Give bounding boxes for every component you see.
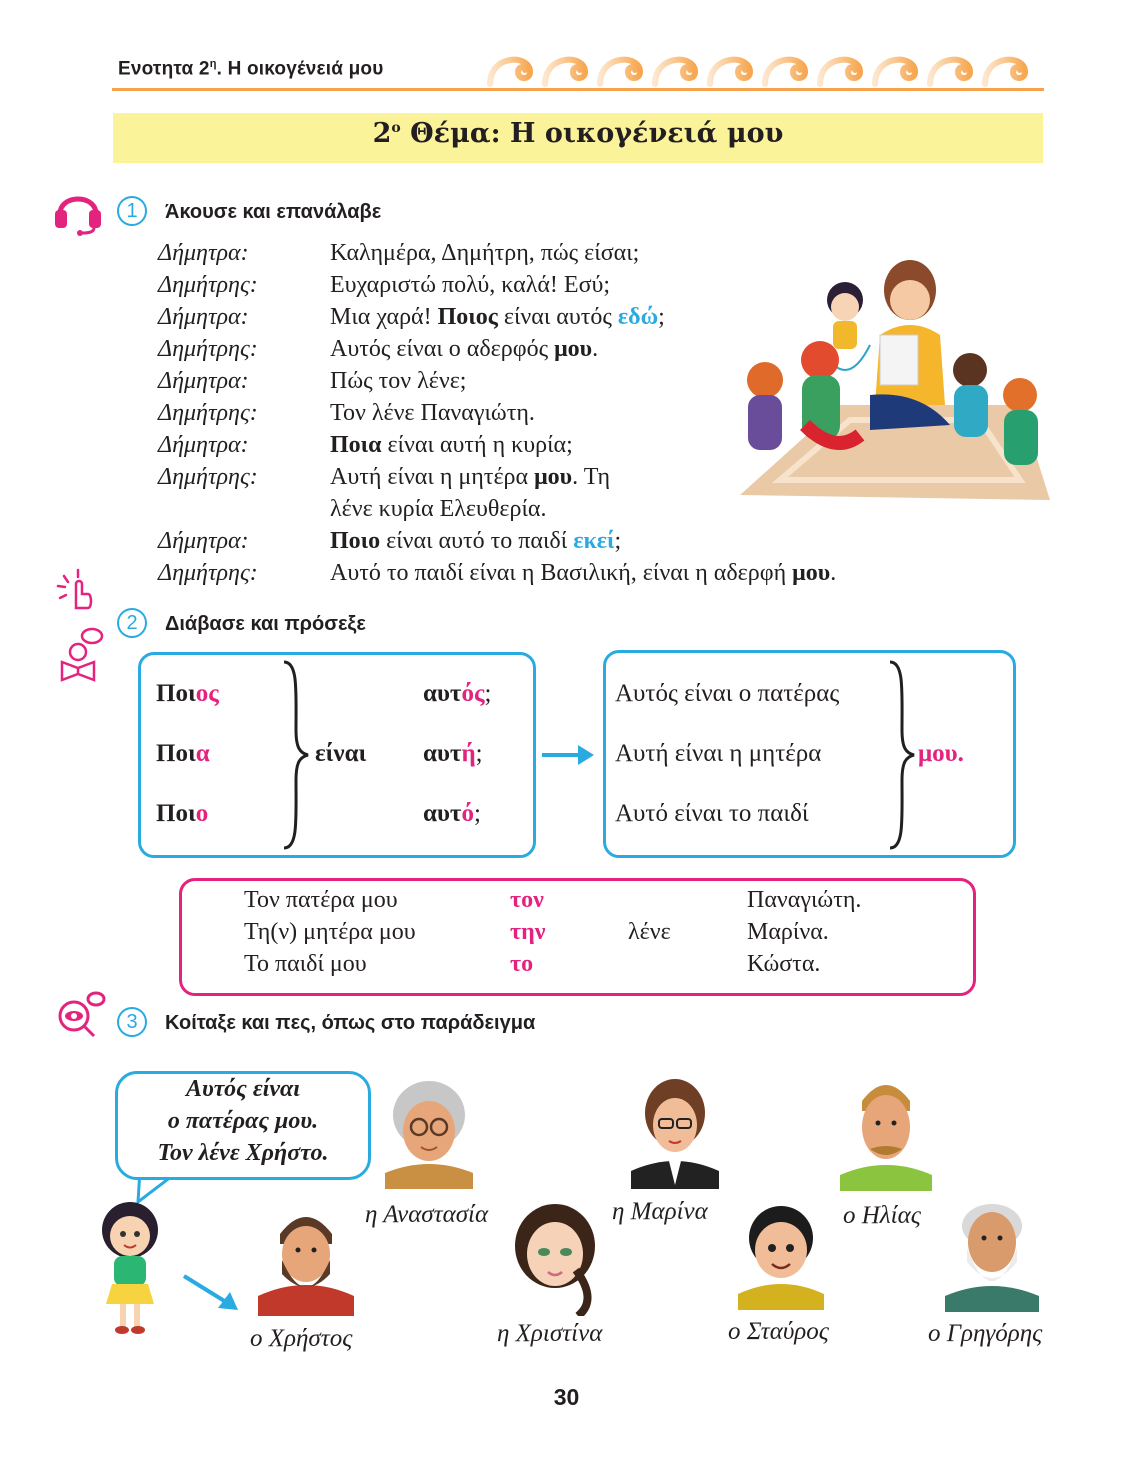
portrait-stavros: [738, 1198, 824, 1310]
names-article-1: τον: [510, 887, 544, 913]
names-article-2: την: [510, 919, 546, 945]
names-name-2: Μαρίνα.: [747, 919, 829, 945]
dialogue-line: [158, 464, 610, 491]
name-label-christos: ο Χρήστος: [250, 1325, 353, 1352]
dialogue-line: [158, 496, 546, 523]
pronoun-fem: αυτή;: [423, 740, 483, 767]
answer-row-child: Αυτό είναι το παιδί: [615, 800, 809, 827]
names-subject-1: Τον πατέρα μου: [244, 887, 398, 913]
dialogue-text: λένε κυρία Ελευθερία.: [330, 496, 547, 522]
section-3-title: Κοίταξε και πες, όπως στο παράδειγμα: [165, 1012, 536, 1034]
dialogue-text: Τον λένε Παναγιώτη.: [330, 400, 535, 426]
arrow-diagonal-icon: [182, 1272, 240, 1312]
header-rule: [112, 88, 1044, 91]
dialogue-text: Αυτός είναι ο αδερφός μου.: [330, 336, 599, 362]
dialogue-text: Μια χαρά! Ποιος είναι αυτός εδώ;: [330, 304, 665, 330]
names-name-1: Παναγιώτη.: [747, 887, 862, 913]
dialogue-line: [158, 400, 535, 427]
arrow-right-icon: [540, 740, 596, 770]
name-label-anastasia: η Αναστασία: [365, 1201, 489, 1228]
dialogue-text: Ποια είναι αυτή η κυρία;: [330, 432, 573, 458]
portrait-christos: [258, 1204, 354, 1316]
question-word-neut: Ποιο: [156, 800, 209, 827]
dialogue-speaker: Δημήτρης:: [158, 560, 258, 586]
name-label-christina: η Χριστίνα: [497, 1320, 603, 1347]
question-word-masc: Ποιος: [156, 680, 219, 707]
answer-row-father: Αυτός είναι ο πατέρας: [615, 680, 840, 707]
headphones-icon: [52, 186, 104, 236]
portrait-anastasia: [385, 1075, 473, 1189]
section-1-number: 1: [117, 196, 147, 226]
pronoun-neut: αυτό;: [423, 800, 481, 827]
portrait-grigoris: [945, 1196, 1039, 1312]
dialogue-speaker: Δημήτρης:: [158, 400, 258, 426]
page-number: 30: [553, 1384, 580, 1410]
verb-einai: είναι: [315, 740, 367, 767]
name-label-marina: η Μαρίνα: [612, 1198, 708, 1225]
dialogue-speaker: Δήμητρα:: [158, 240, 249, 266]
brace-left-box: [280, 660, 310, 850]
dialogue-text: Αυτή είναι η μητέρα μου. Τη: [330, 464, 611, 490]
pointing-hand-icon: [54, 568, 98, 612]
dialogue-speaker: Δήμητρα:: [158, 368, 249, 394]
names-subject-2: Τη(ν) μητέρα μου: [244, 919, 416, 945]
classroom-illustration: [720, 255, 1060, 505]
section-2-number: 2: [117, 608, 147, 638]
dialogue-line: [158, 560, 836, 587]
possessive-mou: μου.: [918, 740, 964, 767]
names-article-3: το: [510, 951, 534, 977]
brace-right-box: [886, 660, 916, 850]
dialogue-speaker: Δημήτρης:: [158, 464, 258, 490]
bubble-line-1: Αυτός είναι: [186, 1076, 300, 1102]
dialogue-line: [158, 240, 639, 267]
dialogue-text: Ευχαριστώ πολύ, καλά! Εσύ;: [330, 272, 611, 298]
dialogue-text: Ποιο είναι αυτό το παιδί εκεί;: [330, 528, 622, 554]
section-2-title: Διάβασε και πρόσεξε: [165, 613, 366, 635]
page-title: $2^o$ Θέμα: Η οικογένειά μου: [372, 118, 784, 149]
reading-icon: [56, 626, 104, 682]
answer-row-mother: Αυτή είναι η μητέρα: [615, 740, 822, 767]
names-verb-lene: λένε: [628, 919, 671, 945]
dialogue-line: [158, 432, 573, 459]
question-word-fem: Ποια: [156, 740, 210, 767]
dialogue-line: [158, 368, 466, 395]
dialogue-line: [158, 336, 598, 363]
meander-ornament: [485, 48, 1045, 88]
girl-illustration: [90, 1200, 170, 1340]
bubble-line-3: Τον λένε Χρήστο.: [157, 1140, 329, 1166]
names-name-3: Κώστα.: [747, 951, 821, 977]
dialogue-speaker: Δήμητρα:: [158, 432, 249, 458]
dialogue-speaker: Δημήτρης:: [158, 336, 258, 362]
dialogue-line: [158, 272, 610, 299]
dialogue-speaker: Δήμητρα:: [158, 304, 249, 330]
dialogue-text: Πώς τον λένε;: [330, 368, 467, 394]
dialogue-text: Αυτό το παιδί είναι η Βασιλική, είναι η αδερφή μου.: [330, 560, 837, 586]
dialogue-text: Καλημέρα, Δημήτρη, πώς είσαι;: [330, 240, 640, 266]
magnifier-eye-icon: [54, 990, 106, 1038]
portrait-christina: [512, 1200, 598, 1316]
portrait-marina: [631, 1075, 719, 1189]
name-label-stavros: ο Σταύρος: [728, 1318, 829, 1345]
bubble-line-2: ο πατέρας μου.: [167, 1108, 319, 1134]
pronoun-masc: αυτός;: [423, 680, 492, 707]
dialogue-speaker: Δημήτρης:: [158, 272, 258, 298]
name-label-grigoris: ο Γρηγόρης: [928, 1320, 1043, 1347]
portrait-ilias: [840, 1075, 932, 1191]
unit-header: Ενοτητα $2^\eta$. Η οικογένειά μου: [118, 58, 384, 80]
names-subject-3: Το παιδί μου: [244, 951, 367, 977]
dialogue-line: [158, 528, 621, 555]
dialogue-speaker: Δήμητρα:: [158, 528, 249, 554]
section-3-number: 3: [117, 1007, 147, 1037]
dialogue-line: [158, 304, 665, 331]
section-1-title: Άκουσε και επανάλαβε: [165, 201, 382, 223]
name-label-ilias: ο Ηλίας: [843, 1202, 921, 1229]
